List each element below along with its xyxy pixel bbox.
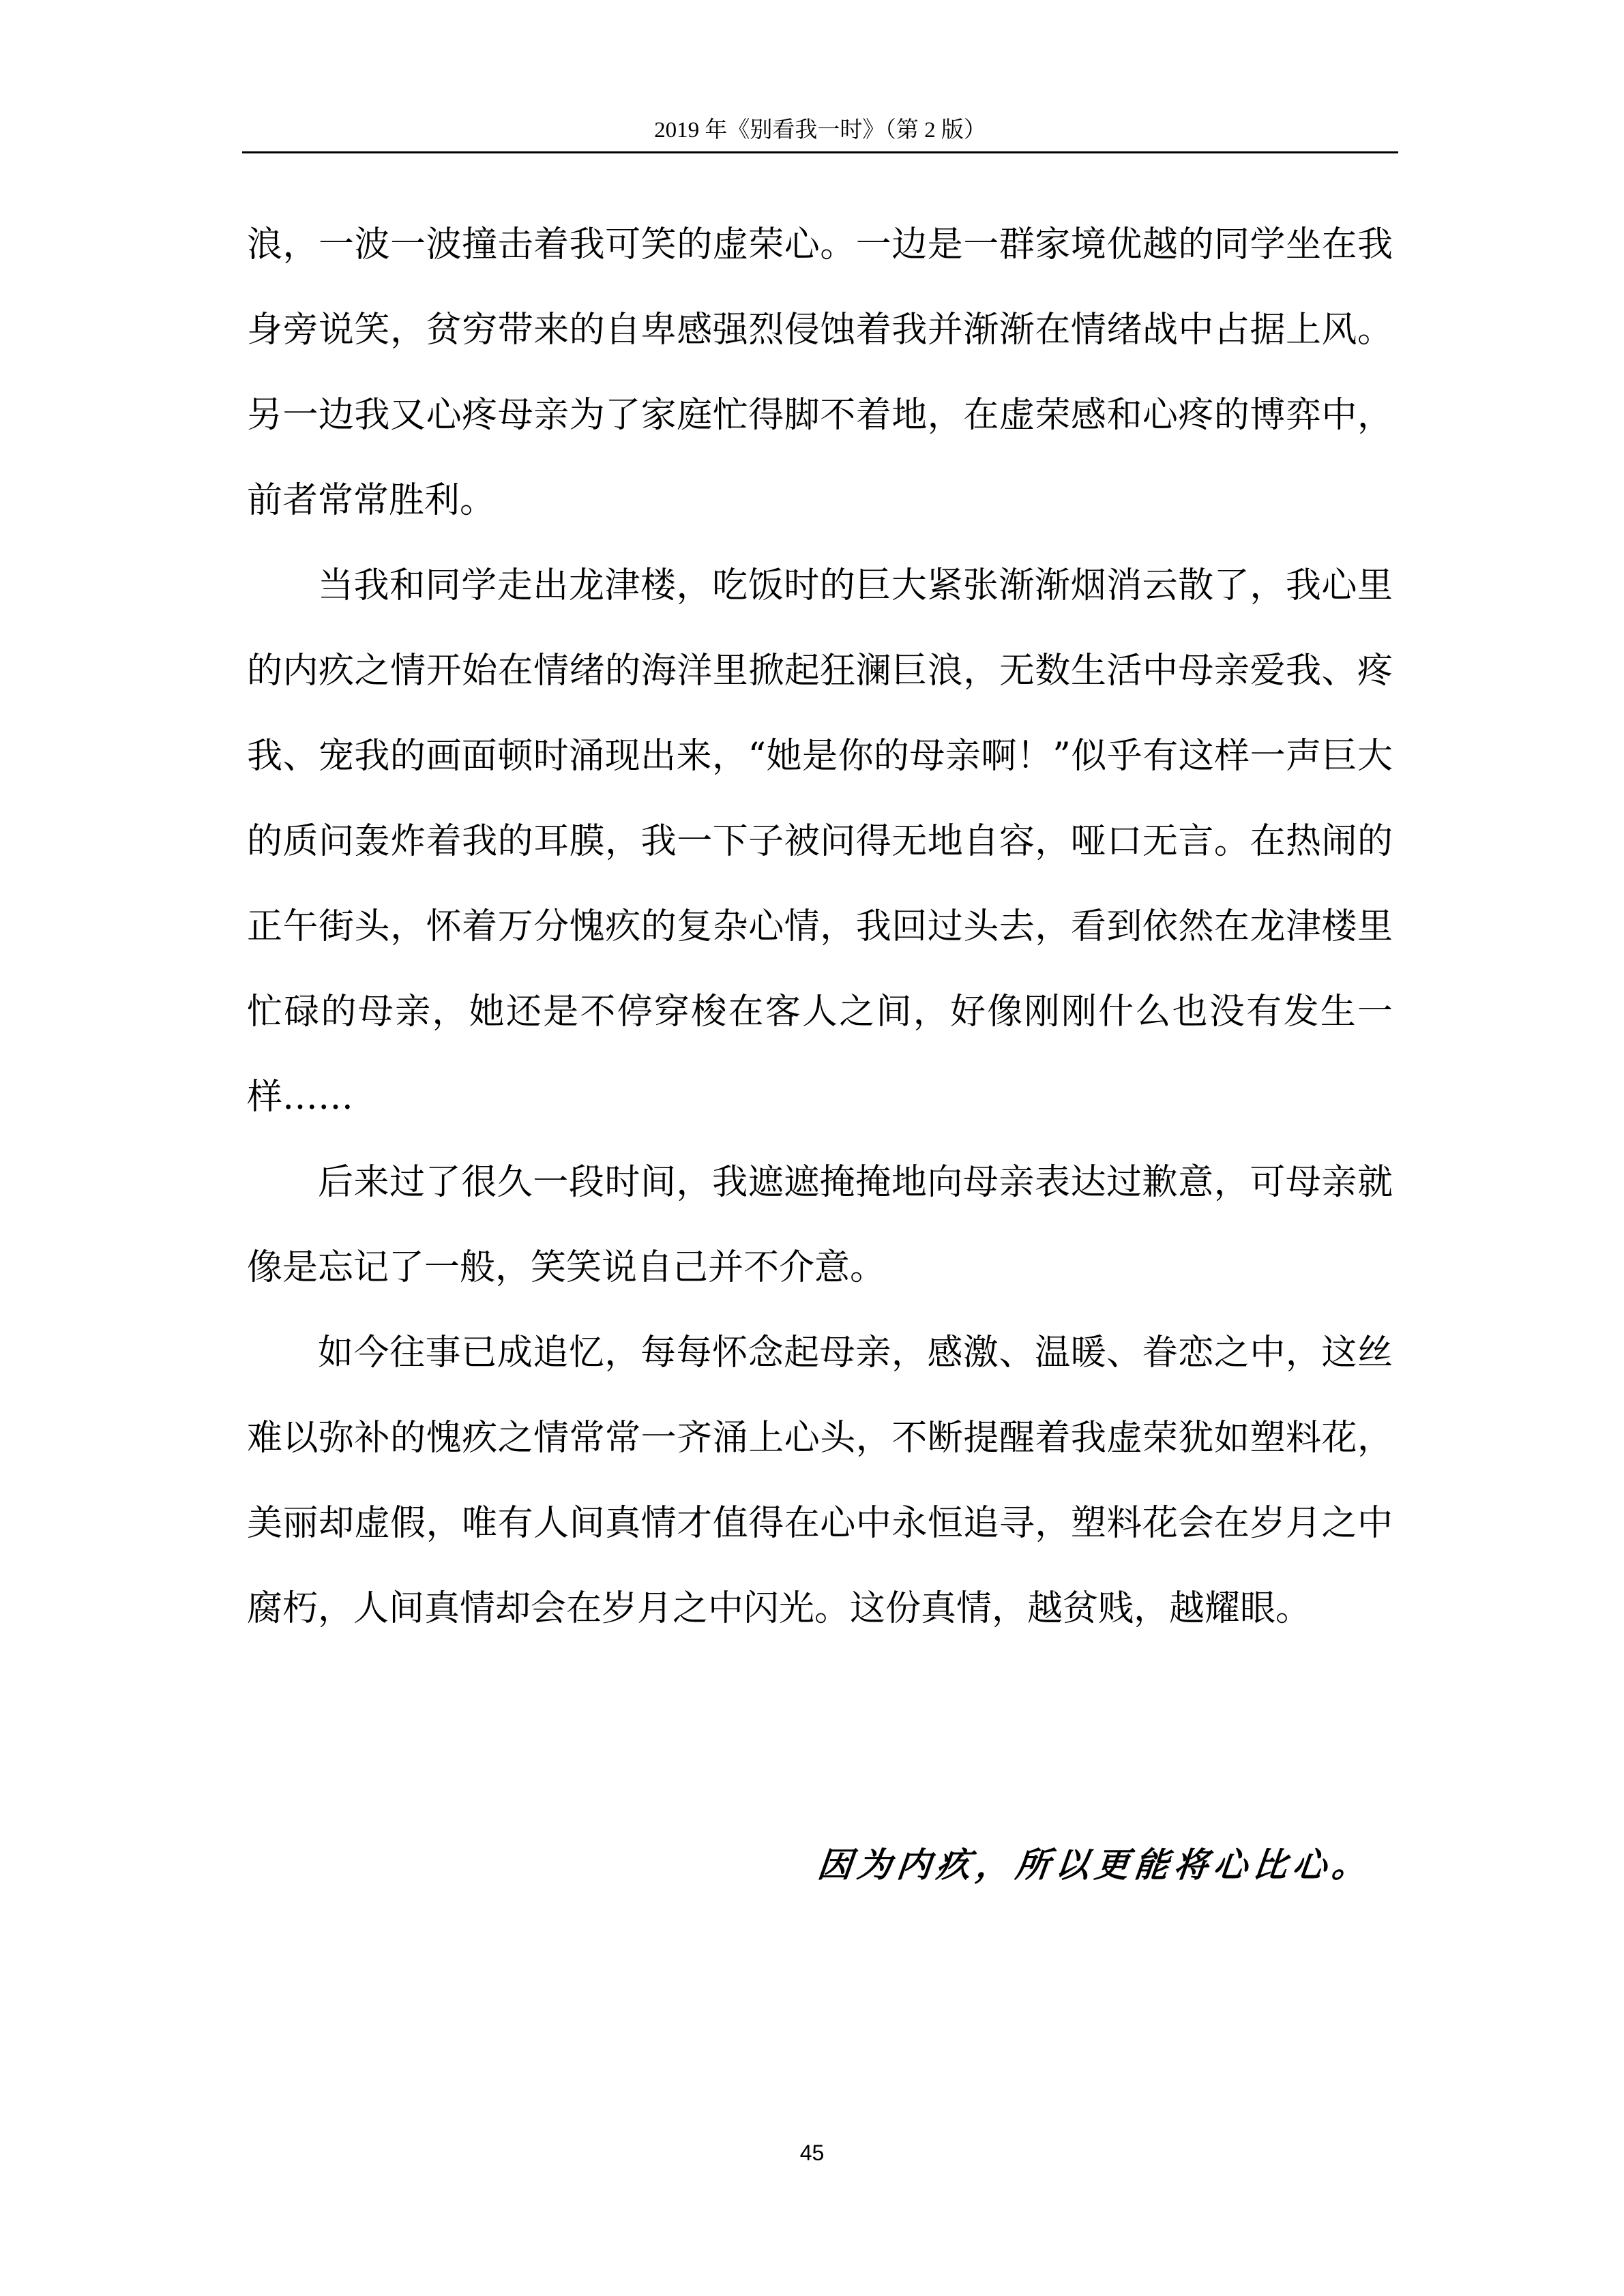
paragraph-continuation: 浪，一波一波撞击着我可笑的虚荣心。一边是一群家境优越的同学坐在我身旁说笑，贫穷带来的自卑感强烈侵蚀着我并渐渐在情绪战中占据上风。另一边我又心疼母亲为了家庭忙得脚不着地，在虚荣感和心疼的博弈中，前者常常胜利。 [247, 224, 1393, 521]
closing-statement: 因为内疚，所以更能将心比心。 [815, 1845, 1374, 1885]
paragraph: 后来过了很久一段时间，我遮遮掩掩地向母亲表达过歉意，可母亲就像是忘记了一般，笑笑说自己并不介意。 [247, 1162, 1393, 1288]
header-rule [242, 151, 1398, 153]
paragraph: 当我和同学走出龙津楼，吃饭时的巨大紧张渐渐烟消云散了，我心里的内疚之情开始在情绪的海洋里掀起狂澜巨浪，无数生活中母亲爱我、疼我、宠我的画面顿时涌现出来，“她是你的母亲啊！”似乎有这样一声巨大的质问轰炸着我的耳膜，我一下子被问得无地自容，哑口无言。在热闹的正午街头，怀着万分愧疚的复杂心情，我回过头去，看到依然在龙津楼里忙碌的母亲，她还是不停穿梭在客人之间，好像刚刚什么也没有发生一样…… [247, 565, 1393, 1118]
paragraph: 如今往事已成追忆，每每怀念起母亲，感激、温暖、眷恋之中，这丝难以弥补的愧疚之情常常一齐涌上心头，不断提醒着我虚荣犹如塑料花，美丽却虚假，唯有人间真情才值得在心中永恒追寻，塑料花会在岁月之中腐朽，人间真情却会在岁月之中闪光。这份真情，越贫贱，越耀眼。 [247, 1332, 1393, 1629]
body-text [247, 203, 1393, 1652]
running-header: 2019 年《别看我一时》（第 2 版） [654, 118, 986, 143]
page-number: 45 [799, 2141, 825, 2165]
